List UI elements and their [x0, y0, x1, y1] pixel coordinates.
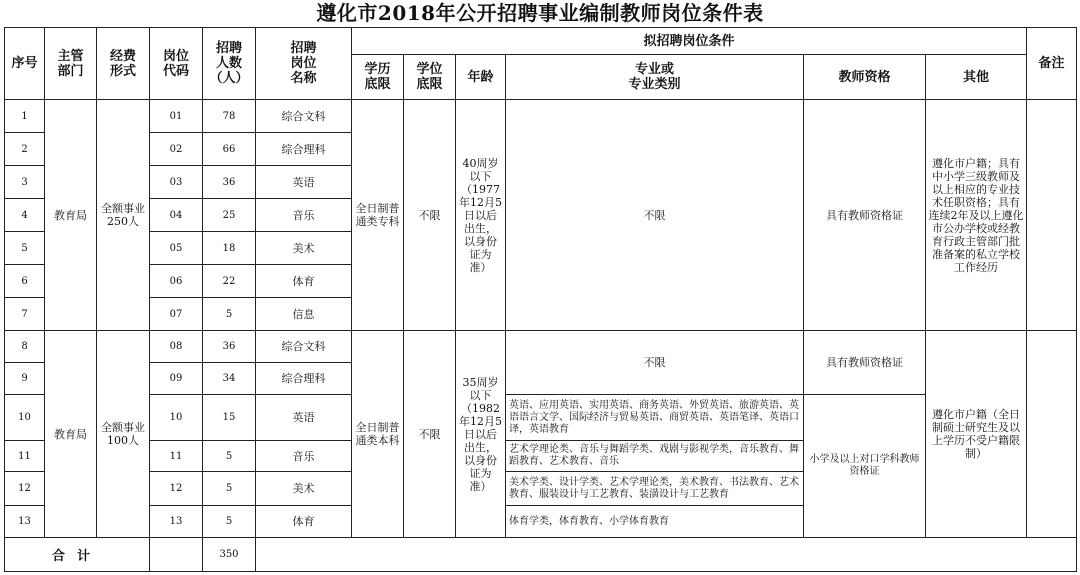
seq-cell: 11	[5, 441, 45, 472]
seq-cell: 9	[5, 363, 45, 395]
seq-cell: 6	[5, 265, 45, 298]
fund-cell: 全额事业 250人	[97, 100, 150, 331]
degree-cell: 不限	[404, 331, 456, 538]
post-cell: 美术	[256, 232, 352, 265]
header-qual: 教师资格	[804, 55, 926, 100]
header-other: 其他	[926, 55, 1027, 100]
qual-cell: 具有教师资格证	[804, 331, 926, 395]
header-code: 岗位 代码	[150, 28, 203, 100]
header-major: 专业或 专业类别	[506, 55, 804, 100]
header-count: 招聘 人数 （人）	[203, 28, 256, 100]
age-cell: 35周岁 以下 （1982 年12月5 日以后 出生， 以身份 证为 准）	[456, 331, 506, 538]
header-post: 招聘 岗位 名称	[256, 28, 352, 100]
post-cell: 英语	[256, 395, 352, 441]
post-cell: 体育	[256, 265, 352, 298]
count-cell: 66	[203, 133, 256, 166]
table-row	[5, 100, 1077, 133]
count-cell: 78	[203, 100, 256, 133]
header-fund: 经费 形式	[97, 28, 150, 100]
total-row	[5, 538, 1077, 572]
post-cell: 综合理科	[256, 363, 352, 395]
major-cell: 不限	[506, 331, 804, 395]
qual-cell: 具有教师资格证	[804, 100, 926, 331]
qual-cell: 小学及以上对口学科教师资格证	[804, 395, 926, 538]
code-cell: 09	[150, 363, 203, 395]
header-seq: 序号	[5, 28, 45, 100]
header-remark: 备注	[1027, 28, 1077, 100]
code-cell: 12	[150, 472, 203, 506]
table-row	[5, 395, 1077, 441]
total-filler	[256, 538, 1077, 572]
seq-cell: 13	[5, 506, 45, 538]
post-cell: 信息	[256, 298, 352, 331]
count-cell: 18	[203, 232, 256, 265]
remark-cell	[1027, 100, 1077, 331]
total-count: 350	[203, 538, 256, 572]
edu-cell: 全日制普 通类专科	[352, 100, 404, 331]
code-cell: 01	[150, 100, 203, 133]
header-degree: 学位 底限	[404, 55, 456, 100]
degree-cell: 不限	[404, 100, 456, 331]
post-cell: 体育	[256, 506, 352, 538]
header-dept: 主管 部门	[45, 28, 97, 100]
count-cell: 36	[203, 166, 256, 199]
other-cell: 遵化市户籍（全日制硕士研究生及以上学历不受户籍限制）	[926, 331, 1027, 538]
header-conditions: 拟招聘岗位条件	[352, 28, 1027, 55]
recruitment-table	[4, 27, 1077, 572]
count-cell: 25	[203, 199, 256, 232]
fund-cell: 全额事业 100人	[97, 331, 150, 538]
post-cell: 音乐	[256, 199, 352, 232]
code-cell: 10	[150, 395, 203, 441]
seq-cell: 2	[5, 133, 45, 166]
code-cell: 02	[150, 133, 203, 166]
seq-cell: 4	[5, 199, 45, 232]
seq-cell: 8	[5, 331, 45, 363]
code-cell: 07	[150, 298, 203, 331]
edu-cell: 全日制普 通类本科	[352, 331, 404, 538]
post-cell: 英语	[256, 166, 352, 199]
major-cell: 美术学类、设计学类、艺术学理论类，美术教育、书法教育、艺术教育、服装设计与工艺教育、装潢设计与工艺教育	[506, 472, 804, 506]
page-title: 遵化市2018年公开招聘事业编制教师岗位条件表	[316, 1, 764, 25]
header-age: 年龄	[456, 55, 506, 100]
major-cell: 体育学类，体育教育、小学体育教育	[506, 506, 804, 538]
post-cell: 美术	[256, 472, 352, 506]
table-row	[5, 331, 1077, 363]
age-cell: 40周岁 以下 （1977 年12月5 日以后 出生， 以身份 证为 准）	[456, 100, 506, 331]
code-cell: 06	[150, 265, 203, 298]
seq-cell: 5	[5, 232, 45, 265]
header-edu: 学历 底限	[352, 55, 404, 100]
count-cell: 5	[203, 298, 256, 331]
code-cell: 11	[150, 441, 203, 472]
seq-cell: 10	[5, 395, 45, 441]
seq-cell: 1	[5, 100, 45, 133]
count-cell: 22	[203, 265, 256, 298]
count-cell: 5	[203, 441, 256, 472]
count-cell: 34	[203, 363, 256, 395]
seq-cell: 7	[5, 298, 45, 331]
post-cell: 综合理科	[256, 133, 352, 166]
count-cell: 15	[203, 395, 256, 441]
seq-cell: 3	[5, 166, 45, 199]
major-cell: 艺术学理论类、音乐与舞蹈学类、戏剧与影视学类，音乐教育、舞蹈教育、艺术教育、音乐	[506, 441, 804, 472]
dept-cell: 教育局	[45, 331, 97, 538]
count-cell: 36	[203, 331, 256, 363]
code-cell: 05	[150, 232, 203, 265]
seq-cell: 12	[5, 472, 45, 506]
code-cell: 13	[150, 506, 203, 538]
code-cell: 04	[150, 199, 203, 232]
post-cell: 综合文科	[256, 100, 352, 133]
count-cell: 5	[203, 472, 256, 506]
post-cell: 综合文科	[256, 331, 352, 363]
code-cell: 03	[150, 166, 203, 199]
major-cell: 英语、应用英语、实用英语、商务英语、外贸英语、旅游英语、英语语言文学、国际经济与贸易英语、商贸英语、英语笔译、英语口译，英语教育	[506, 395, 804, 441]
other-cell: 遵化市户籍；具有中小学三级教师及以上相应的专业技术任职资格；具有连续2年及以上遵化市公办学校或经教育行政主管部门批准备案的私立学校工作经历	[926, 100, 1027, 331]
total-label: 合计	[5, 538, 150, 572]
count-cell: 5	[203, 506, 256, 538]
code-cell: 08	[150, 331, 203, 363]
total-empty-cell	[150, 538, 203, 572]
major-cell: 不限	[506, 100, 804, 331]
post-cell: 音乐	[256, 441, 352, 472]
remark-cell	[1027, 331, 1077, 538]
dept-cell: 教育局	[45, 100, 97, 331]
